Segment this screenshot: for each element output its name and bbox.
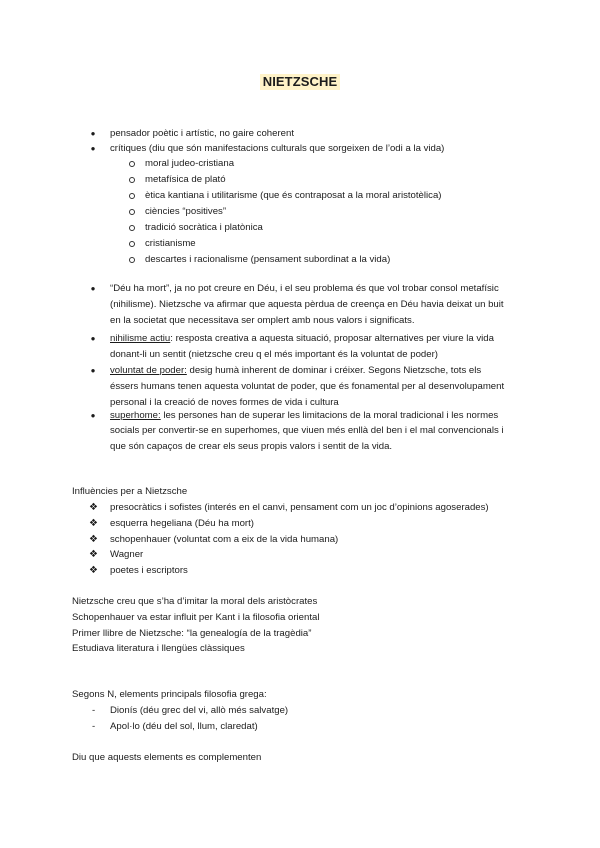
diamond-bullet-icon: ❖ [89,502,98,513]
nihilisme-line-1 [110,331,494,346]
deu-mort-line-1: “Déu ha mort”, ja no pot creure en Déu, i el seu problema és que vol trobar consol metafísic [110,283,499,294]
conclusion-line: Diu que aquests elements es complementen [72,752,262,763]
critique-item: moral judeo-cristiana [145,158,235,169]
circle-bullet-icon [129,177,135,183]
voluntat-line-2: éssers humans tenen aquesta voluntat de poder, que és fonamental per al desenvolupament [110,381,505,392]
circle-bullet-icon [129,209,135,215]
nihilisme-term: nihilisme actiu [110,333,171,344]
bullet-dot-icon: ● [90,411,96,420]
intro-bullet-1: pensador poètic i artístic, no gaire coherent [110,128,294,139]
bullet-dot-icon: ● [90,284,96,293]
critique-item: tradició socràtica i platònica [145,222,263,233]
circle-bullet-icon [129,193,135,199]
bullet-dot-icon: ● [90,334,96,343]
influence-item: Wagner [110,549,144,560]
fact-line: Estudiava literatura i llengües clàssiques [72,643,245,654]
dash-bullet-icon: - [92,721,96,732]
fact-line: Primer llibre de Nietzsche: “la genealogía de la tragèdia” [72,628,312,639]
diamond-bullet-icon: ❖ [89,549,98,560]
superhome-line-3: que són capaços de crear els seus propis valors i sentit de la vida. [110,441,393,452]
deu-mort-line-2: (nihilisme). Nietzsche va afirmar que aquesta pèrdua de creença en Déu havia deixat un buit [110,299,504,310]
dash-bullet-icon: - [92,705,96,716]
influences-heading: Influències per a Nietzsche [72,486,188,497]
greek-element: Apol·lo (déu del sol, llum, claredat) [110,721,258,732]
diamond-bullet-icon: ❖ [89,534,98,545]
intro-bullet-2: crítiques (diu que són manifestacions culturals que sorgeixen de l’odi a la vida) [110,143,445,154]
critique-item: ciències “positives” [145,206,227,217]
critique-item: descartes i racionalisme (pensament subordinat a la vida) [145,254,391,265]
influence-item: poetes i escriptors [110,565,188,576]
deu-mort-line-3: en la societat que necessitava ser omplert amb nous valors i significats. [110,315,415,326]
circle-bullet-icon [129,257,135,263]
fact-line: Nietzsche creu que s’ha d’imitar la moral dels aristòcrates [72,596,318,607]
circle-bullet-icon [129,225,135,231]
circle-bullet-icon [129,161,135,167]
diamond-bullet-icon: ❖ [89,565,98,576]
bullet-dot-icon: ● [90,144,96,153]
voluntat-text: desig humà inherent de dominar i créixer. Segons Nietzsche, tots els [186,365,482,376]
diamond-bullet-icon: ❖ [89,518,98,529]
influence-item: esquerra hegeliana (Déu ha mort) [110,518,254,529]
circle-bullet-icon [129,241,135,247]
influence-item: presocràtics i sofistes (interés en el canvi, pensament com un joc d’opinions agoserades) [110,502,489,513]
superhome-line-2: socials per convertir-se en superhomes, que viuen més enllà del ben i el mal convencionals i [110,425,504,436]
nihilisme-line-2: donant-li un sentit (nietzsche creu q el més important és la voluntat de poder) [110,349,438,360]
bullet-dot-icon: ● [90,129,96,138]
superhome-line-1 [110,408,498,423]
superhome-text: les persones han de superar les limitacions de la moral tradicional i les normes [160,410,499,421]
critique-item: ètica kantiana i utilitarisme (que és contraposat a la moral aristotèlica) [145,190,442,201]
page-title [0,74,600,89]
greek-element: Dionís (déu grec del vi, allò més salvatge) [110,705,289,716]
voluntat-line-3: personal i la creació de noves formes de vida i cultura [110,397,339,408]
voluntat-term: voluntat de poder: [110,365,187,376]
fact-line: Schopenhauer va estar influit per Kant i la filosofia oriental [72,612,320,623]
bullet-dot-icon: ● [90,366,96,375]
superhome-term: superhome: [110,410,161,421]
influence-item: schopenhauer (voluntat com a eix de la vida humana) [110,534,339,545]
page-title-text: NIETZSCHE [260,74,341,90]
nihilisme-text: : resposta creativa a aquesta situació, proposar alternatives per viure la vida [170,333,494,344]
greek-heading: Segons N, elements principals filosofia grega: [72,689,267,700]
critique-item: cristianisme [145,238,196,249]
voluntat-line-1 [110,363,481,378]
critique-item: metafísica de plató [145,174,226,185]
